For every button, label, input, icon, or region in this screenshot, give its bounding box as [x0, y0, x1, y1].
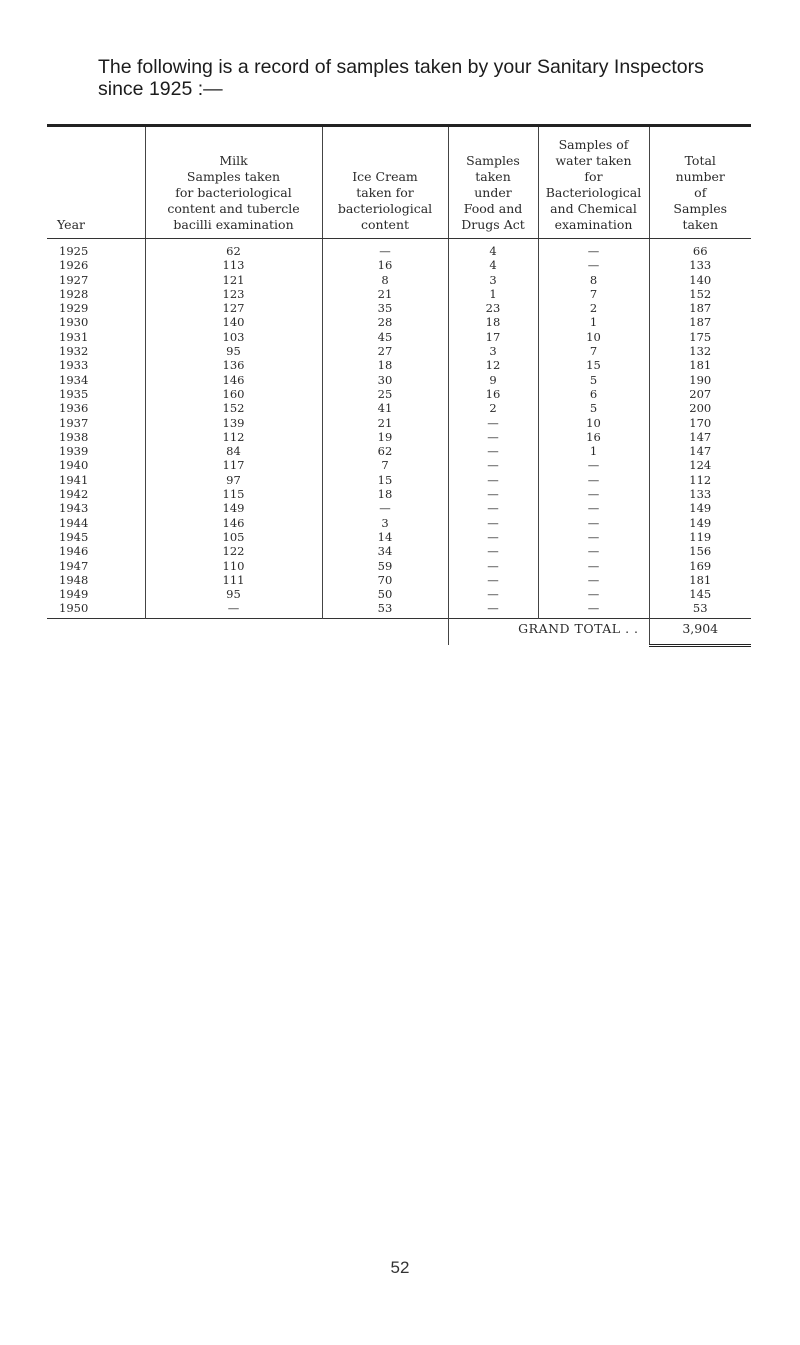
cell-milk: 62 — [145, 239, 322, 259]
table-row — [47, 444, 751, 458]
table-row — [47, 501, 751, 515]
cell-food-drugs: 16 — [448, 387, 538, 401]
cell-milk: 84 — [145, 444, 322, 458]
cell-milk: 139 — [145, 416, 322, 430]
cell-year: 1947 — [59, 558, 89, 573]
cell-total: 181 — [649, 573, 751, 587]
cell-total: 156 — [649, 544, 751, 558]
cell-food-drugs: — — [448, 601, 538, 618]
header-row — [47, 127, 751, 239]
cell-total: 200 — [649, 401, 751, 415]
cell-ice-cream: 50 — [322, 587, 448, 601]
table-row — [47, 239, 751, 259]
cell-total: 149 — [649, 501, 751, 515]
cell-year: 1938 — [59, 429, 89, 444]
cell-year: 1928 — [59, 286, 89, 301]
header-line: water taken — [555, 153, 632, 168]
header-line: for bacteriological — [175, 185, 292, 200]
header-line: taken — [682, 217, 718, 232]
intro-paragraph — [98, 56, 778, 100]
cell-ice-cream: 70 — [322, 573, 448, 587]
cell-water: — — [538, 530, 649, 544]
cell-ice-cream: 34 — [322, 544, 448, 558]
cell-water: 1 — [538, 444, 649, 458]
cell-total: 190 — [649, 373, 751, 387]
table-row — [47, 458, 751, 472]
cell-total: 133 — [649, 487, 751, 501]
cell-water: — — [538, 458, 649, 472]
cell-ice-cream: 19 — [322, 430, 448, 444]
cell-year: 1931 — [59, 329, 89, 344]
cell-year: 1936 — [59, 401, 89, 416]
cell-water: 1 — [538, 315, 649, 329]
cell-year: 1950 — [59, 601, 89, 616]
cell-food-drugs: — — [448, 458, 538, 472]
cell-year: 1940 — [59, 458, 89, 473]
table-row — [47, 315, 751, 329]
samples-table — [47, 124, 751, 647]
header-year: Year — [47, 127, 145, 239]
table-row — [47, 258, 751, 272]
cell-ice-cream: 14 — [322, 530, 448, 544]
cell-year: 1937 — [59, 415, 89, 430]
cell-food-drugs: — — [448, 501, 538, 515]
header-line: number — [675, 169, 725, 184]
cell-ice-cream: 41 — [322, 401, 448, 415]
cell-ice-cream: — — [322, 239, 448, 259]
cell-total: 147 — [649, 430, 751, 444]
table-row — [47, 273, 751, 287]
table-row — [47, 416, 751, 430]
cell-year: 1941 — [59, 472, 89, 487]
cell-total: 53 — [649, 601, 751, 618]
cell-milk: 146 — [145, 516, 322, 530]
header-line: Samples — [673, 201, 728, 216]
cell-ice-cream: 18 — [322, 358, 448, 372]
cell-milk: 160 — [145, 387, 322, 401]
table-row — [47, 344, 751, 358]
table-body — [47, 239, 751, 619]
cell-total: 147 — [649, 444, 751, 458]
cell-food-drugs: — — [448, 573, 538, 587]
table-row — [47, 358, 751, 372]
cell-ice-cream: 21 — [322, 416, 448, 430]
cell-food-drugs: — — [448, 544, 538, 558]
cell-water: 8 — [538, 273, 649, 287]
cell-year: 1930 — [59, 315, 89, 330]
cell-ice-cream: 15 — [322, 473, 448, 487]
table-row — [47, 587, 751, 601]
cell-water: — — [538, 587, 649, 601]
cell-ice-cream: 21 — [322, 287, 448, 301]
cell-milk: 117 — [145, 458, 322, 472]
cell-water: — — [538, 501, 649, 515]
cell-milk: 110 — [145, 559, 322, 573]
cell-year: 1926 — [59, 258, 89, 273]
cell-food-drugs: — — [448, 487, 538, 501]
cell-milk: 112 — [145, 430, 322, 444]
cell-water: — — [538, 516, 649, 530]
cell-water: 7 — [538, 344, 649, 358]
cell-water: — — [538, 559, 649, 573]
cell-ice-cream: 28 — [322, 315, 448, 329]
cell-total: 207 — [649, 387, 751, 401]
cell-year: 1935 — [59, 386, 89, 401]
cell-milk: 136 — [145, 358, 322, 372]
cell-milk: 103 — [145, 330, 322, 344]
table-row — [47, 301, 751, 315]
cell-food-drugs: — — [448, 559, 538, 573]
cell-food-drugs: 3 — [448, 273, 538, 287]
grand-total-value: 3,904 — [649, 619, 751, 646]
cell-total: 133 — [649, 258, 751, 272]
header-total — [649, 127, 751, 239]
cell-year: 1946 — [59, 544, 89, 559]
intro-line-2: since 1925 :— — [98, 78, 223, 100]
cell-water: — — [538, 601, 649, 618]
cell-milk: 127 — [145, 301, 322, 315]
cell-water: 2 — [538, 301, 649, 315]
cell-ice-cream: 27 — [322, 344, 448, 358]
cell-milk: 115 — [145, 487, 322, 501]
cell-water: 10 — [538, 416, 649, 430]
cell-year: 1942 — [59, 487, 89, 502]
cell-milk: 111 — [145, 573, 322, 587]
table-row — [47, 387, 751, 401]
header-milk — [145, 127, 322, 239]
cell-milk: 149 — [145, 501, 322, 515]
cell-year: 1939 — [59, 444, 89, 459]
cell-water: — — [538, 544, 649, 558]
cell-water: — — [538, 239, 649, 259]
cell-milk: — — [145, 601, 322, 618]
cell-water: 5 — [538, 373, 649, 387]
cell-ice-cream: 35 — [322, 301, 448, 315]
cell-year: 1925 — [59, 244, 89, 258]
table-row — [47, 559, 751, 573]
table-row — [47, 544, 751, 558]
cell-ice-cream: 8 — [322, 273, 448, 287]
cell-total: 124 — [649, 458, 751, 472]
cell-year: 1933 — [59, 358, 89, 373]
cell-ice-cream: 18 — [322, 487, 448, 501]
header-line: Bacteriological — [545, 185, 642, 200]
grand-total-row — [47, 619, 751, 646]
table-row — [47, 530, 751, 544]
cell-food-drugs: 4 — [448, 239, 538, 259]
header-line: Samples — [466, 153, 520, 168]
cell-milk: 140 — [145, 315, 322, 329]
cell-milk: 152 — [145, 401, 322, 415]
cell-ice-cream: 30 — [322, 373, 448, 387]
table-row — [47, 487, 751, 501]
cell-milk: 97 — [145, 473, 322, 487]
table-row — [47, 601, 751, 618]
header-water — [538, 127, 649, 239]
cell-food-drugs: — — [448, 516, 538, 530]
header-line: taken — [475, 169, 511, 184]
header-line: Milk — [219, 153, 248, 168]
cell-milk: 95 — [145, 344, 322, 358]
table-row — [47, 573, 751, 587]
cell-food-drugs: — — [448, 473, 538, 487]
cell-ice-cream: 25 — [322, 387, 448, 401]
cell-ice-cream: 16 — [322, 258, 448, 272]
header-line: Drugs Act — [461, 217, 525, 232]
cell-food-drugs: — — [448, 530, 538, 544]
cell-water: — — [538, 258, 649, 272]
grand-total-label: GRAND TOTAL . . — [448, 619, 649, 646]
table-row — [47, 430, 751, 444]
cell-year: 1934 — [59, 372, 89, 387]
cell-milk: 121 — [145, 273, 322, 287]
cell-milk: 95 — [145, 587, 322, 601]
header-food-drugs — [448, 127, 538, 239]
table-row — [47, 330, 751, 344]
cell-year: 1948 — [59, 572, 89, 587]
cell-total: 152 — [649, 287, 751, 301]
cell-total: 66 — [649, 239, 751, 259]
cell-water: 5 — [538, 401, 649, 415]
cell-ice-cream: 3 — [322, 516, 448, 530]
cell-total: 181 — [649, 358, 751, 372]
cell-food-drugs: 9 — [448, 373, 538, 387]
cell-total: 170 — [649, 416, 751, 430]
table-row — [47, 401, 751, 415]
cell-food-drugs: 12 — [448, 358, 538, 372]
cell-year: 1949 — [59, 587, 89, 602]
cell-year: 1943 — [59, 501, 89, 516]
header-line: of — [694, 185, 707, 200]
cell-milk: 105 — [145, 530, 322, 544]
header-line: Samples of — [558, 137, 629, 152]
cell-food-drugs: 18 — [448, 315, 538, 329]
cell-total: 149 — [649, 516, 751, 530]
grand-total-double-rule — [649, 645, 751, 647]
header-line: Food and — [463, 201, 523, 216]
intro-line-1: The following is a record of samples taken by your Sanitary Inspectors — [98, 56, 704, 78]
cell-food-drugs: — — [448, 430, 538, 444]
cell-food-drugs: 3 — [448, 344, 538, 358]
cell-milk: 113 — [145, 258, 322, 272]
table-row — [47, 287, 751, 301]
cell-water: — — [538, 473, 649, 487]
cell-water: — — [538, 487, 649, 501]
cell-total: 187 — [649, 315, 751, 329]
table-row — [47, 516, 751, 530]
cell-ice-cream: 53 — [322, 601, 448, 618]
header-line: content — [360, 217, 410, 232]
header-line: for — [584, 169, 603, 184]
cell-year: 1932 — [59, 344, 89, 359]
cell-food-drugs: 1 — [448, 287, 538, 301]
cell-ice-cream: — — [322, 501, 448, 515]
cell-water: 7 — [538, 287, 649, 301]
header-line: taken for — [356, 185, 414, 200]
cell-total: 140 — [649, 273, 751, 287]
table-row — [47, 473, 751, 487]
cell-total: 145 — [649, 587, 751, 601]
header-line: bacteriological — [337, 201, 433, 216]
cell-total: 169 — [649, 559, 751, 573]
cell-ice-cream: 59 — [322, 559, 448, 573]
cell-total: 119 — [649, 530, 751, 544]
header-line: Ice Cream — [352, 169, 418, 184]
cell-year: 1927 — [59, 272, 89, 287]
header-line: Samples taken — [186, 169, 281, 184]
cell-year: 1945 — [59, 529, 89, 544]
cell-ice-cream: 62 — [322, 444, 448, 458]
cell-food-drugs: 17 — [448, 330, 538, 344]
cell-food-drugs: 23 — [448, 301, 538, 315]
cell-total: 187 — [649, 301, 751, 315]
header-line: content and tubercle — [167, 201, 300, 216]
header-line: bacilli examination — [173, 217, 294, 232]
cell-food-drugs: — — [448, 444, 538, 458]
cell-year: 1929 — [59, 301, 89, 316]
cell-water: 16 — [538, 430, 649, 444]
cell-food-drugs: — — [448, 416, 538, 430]
cell-year: 1944 — [59, 515, 89, 530]
table-row — [47, 373, 751, 387]
cell-milk: 122 — [145, 544, 322, 558]
cell-water: 15 — [538, 358, 649, 372]
cell-food-drugs: — — [448, 587, 538, 601]
cell-ice-cream: 7 — [322, 458, 448, 472]
cell-water: 10 — [538, 330, 649, 344]
page-number: 52 — [390, 1258, 410, 1277]
cell-ice-cream: 45 — [322, 330, 448, 344]
cell-milk: 123 — [145, 287, 322, 301]
cell-water: 6 — [538, 387, 649, 401]
cell-total: 112 — [649, 473, 751, 487]
header-line: examination — [554, 217, 633, 232]
cell-milk: 146 — [145, 373, 322, 387]
cell-food-drugs: 2 — [448, 401, 538, 415]
header-ice-cream — [322, 127, 448, 239]
cell-food-drugs: 4 — [448, 258, 538, 272]
cell-water: — — [538, 573, 649, 587]
header-line: and Chemical — [550, 201, 637, 216]
cell-total: 175 — [649, 330, 751, 344]
header-line: under — [474, 185, 512, 200]
cell-total: 132 — [649, 344, 751, 358]
header-line: Total — [684, 153, 716, 168]
